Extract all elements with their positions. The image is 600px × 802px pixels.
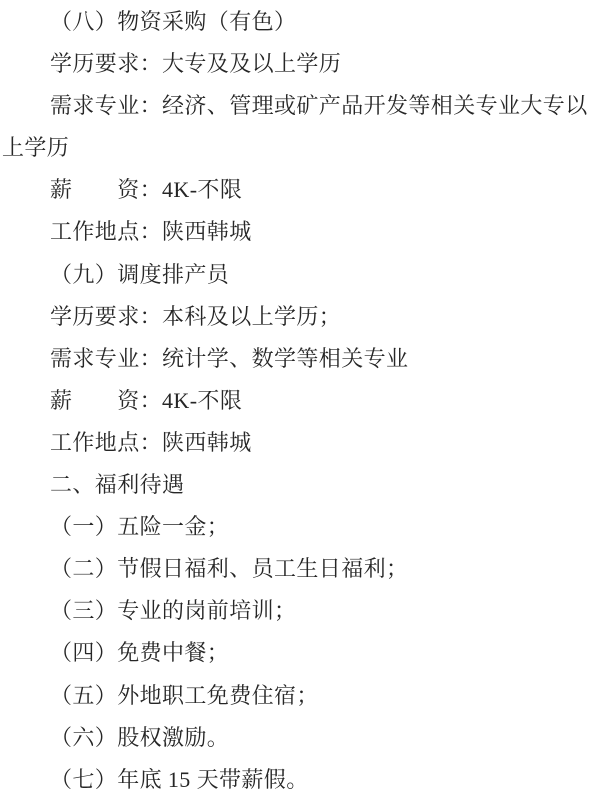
text-line: 薪 资：4K-不限 bbox=[50, 177, 243, 203]
text-line: （七）年底 15 天带薪假。 bbox=[50, 766, 309, 792]
text-line: 工作地点：陕西韩城 bbox=[50, 429, 252, 455]
text-line: 工作地点：陕西韩城 bbox=[50, 219, 252, 245]
text-line: （五）外地职工免费住宿； bbox=[50, 682, 319, 708]
text-line: 需求专业：统计学、数学等相关专业 bbox=[50, 345, 409, 371]
text-line: 二、福利待遇 bbox=[50, 472, 185, 498]
text-line: （九）调度排产员 bbox=[50, 261, 230, 287]
text-line: （三）专业的岗前培训； bbox=[50, 598, 297, 624]
text-line: 学历要求：本科及以上学历； bbox=[50, 303, 342, 329]
text-line: （一）五险一金； bbox=[50, 514, 230, 540]
text-line: 薪 资：4K-不限 bbox=[50, 387, 243, 413]
document-body bbox=[2, 1, 598, 801]
text-line: （二）节假日福利、员工生日福利； bbox=[50, 556, 409, 582]
text-line: （六）股权激励。 bbox=[50, 724, 230, 750]
text-line: （八）物资采购（有色） bbox=[50, 9, 297, 34]
text-line: 需求专业：经济、管理或矿产品开发等相关专业大专以 bbox=[50, 93, 588, 119]
text-line: 学历要求：大专及及以上学历 bbox=[50, 51, 342, 77]
text-line: （四）免费中餐； bbox=[50, 640, 230, 666]
text-line: 上学历 bbox=[2, 135, 70, 161]
